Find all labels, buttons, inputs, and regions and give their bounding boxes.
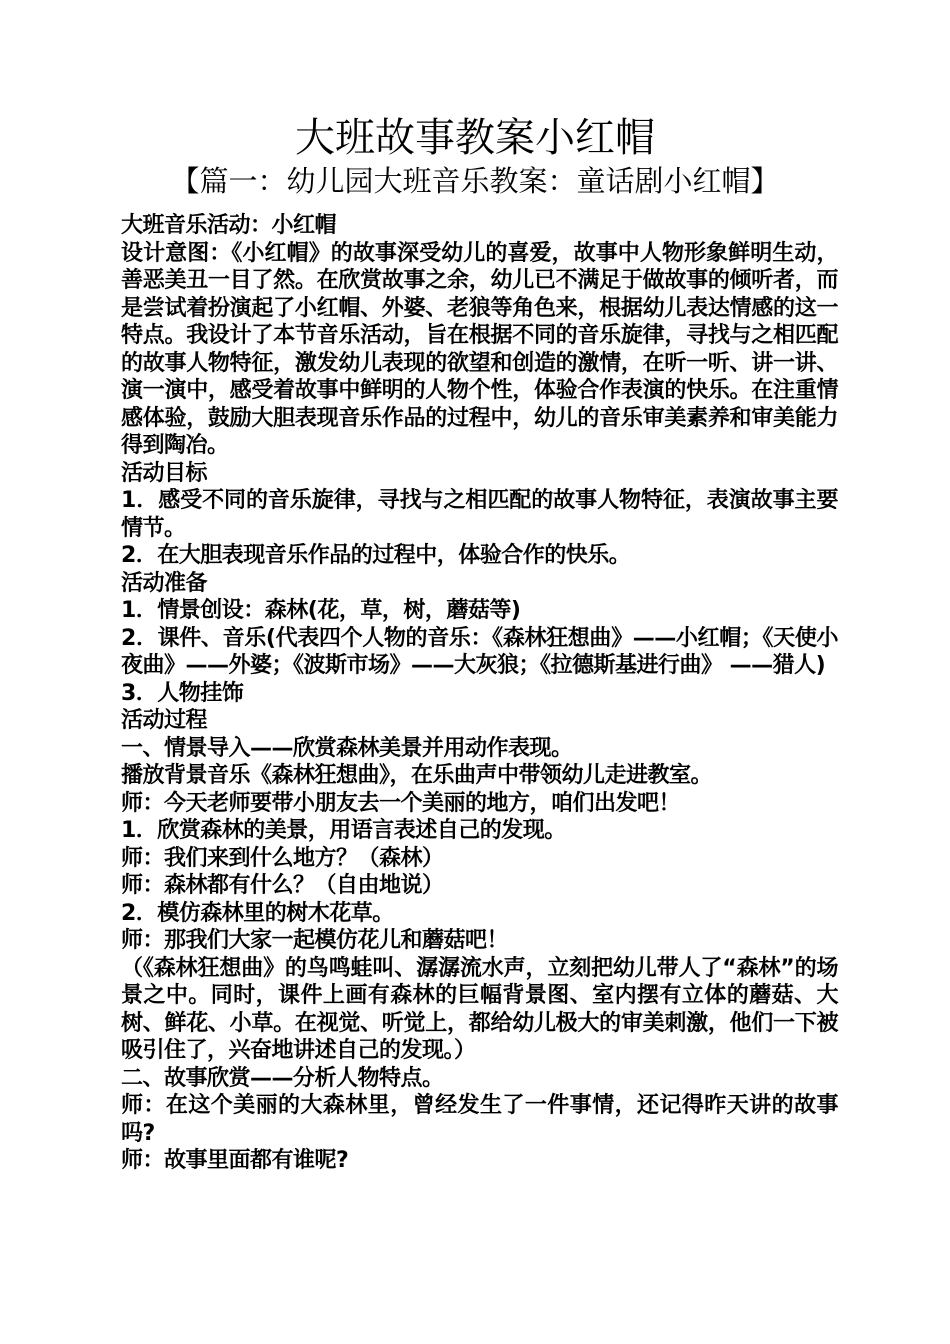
teacher-line: 师：那我们大家一起模仿花儿和蘑菇吧！ bbox=[121, 928, 509, 953]
goal-item-2: 2．在大胆表现音乐作品的过程中，体验合作的快乐。 bbox=[121, 543, 631, 568]
process-step-1-heading: 一、情景导入——欣赏森林美景并用动作表现。 bbox=[121, 735, 573, 761]
process-note: （《森林狂想曲》的鸟鸣蛙叫、潺潺流水声，立刻把幼儿带人了“森林”的场景之中。同时，课件上画有森林的巨幅背景图、室内摆有立体的蘑菇、大树、鲜花、小草。在视觉、听觉上，都给幼儿极大的审美刺激，他们一下被吸引住了，兴奋地讲述自己的发现。） bbox=[121, 955, 838, 1063]
teacher-line: 师：今天老师要带小朋友去一个美丽的地方，咱们出发吧！ bbox=[121, 790, 681, 816]
goal-item-1: 1．感受不同的音乐旋律，寻找与之相匹配的故事人物特征，表演故事主要情节。 bbox=[121, 488, 838, 541]
section-heading-goals: 活动目标 bbox=[121, 460, 208, 486]
teacher-line: 师：森林都有什么？（自由地说） bbox=[121, 873, 444, 898]
preparation-item-2: 2．课件、音乐(代表四个人物的音乐：《森林狂想曲》——小红帽；《天使小夜曲》——外婆；《波斯市场》——大灰狼；《拉德斯基进行曲》 ——猎人) bbox=[121, 625, 838, 678]
teacher-line: 师：我们来到什么地方？（森林） bbox=[121, 845, 444, 871]
teacher-line: 师：在这个美丽的大森林里，曾经发生了一件事情，还记得昨天讲的故事吗? bbox=[121, 1093, 838, 1146]
document-body bbox=[116, 212, 838, 1175]
section-heading-activity: 大班音乐活动：小红帽 bbox=[121, 213, 337, 238]
teacher-line: 师：故事里面都有谁呢? bbox=[121, 1148, 349, 1173]
section-heading-preparation: 活动准备 bbox=[121, 570, 208, 596]
process-text: 播放背景音乐《森林狂想曲》，在乐曲声中带领幼儿走进教室。 bbox=[121, 763, 713, 788]
document-title: 大班故事教案小红帽 bbox=[295, 115, 655, 161]
process-step-2-heading: 二、故事欣赏——分析人物特点。 bbox=[121, 1065, 444, 1091]
preparation-item-1: 1．情景创设：森林(花，草，树，蘑菇等) bbox=[121, 598, 521, 623]
process-substep-2: 2．模仿森林里的树木花草。 bbox=[121, 900, 394, 926]
document-subtitle: 【篇一：幼儿园大班音乐教案：童话剧小红帽】 bbox=[170, 164, 780, 198]
paragraph-design-intent: 设计意图：《小红帽》的故事深受幼儿的喜爱，故事中人物形象鲜明生动，善恶美丑一目了然。在欣赏故事之余，幼儿已不满足于做故事的倾听者，而是尝试着扮演起了小红帽、外婆、老狼等角色来，根据幼儿表达情感的这一特点。我设计了本节音乐活动，旨在根据不同的音乐旋律，寻找与之相匹配的故事人物特征，激发幼儿表现的欲望和创造的激情，在听一听、讲一讲、演一演中，感受着故事中鲜明的人物个性，体验合作表演的快乐。在注重情感体验，鼓励大胆表现音乐作品的过程中，幼儿的音乐审美素养和审美能力得到陶冶。 bbox=[121, 240, 838, 458]
process-substep-1: 1．欣赏森林的美景，用语言表述自己的发现。 bbox=[121, 818, 566, 843]
preparation-item-3: 3．人物挂饰 bbox=[121, 680, 244, 706]
section-heading-process: 活动过程 bbox=[121, 708, 208, 733]
